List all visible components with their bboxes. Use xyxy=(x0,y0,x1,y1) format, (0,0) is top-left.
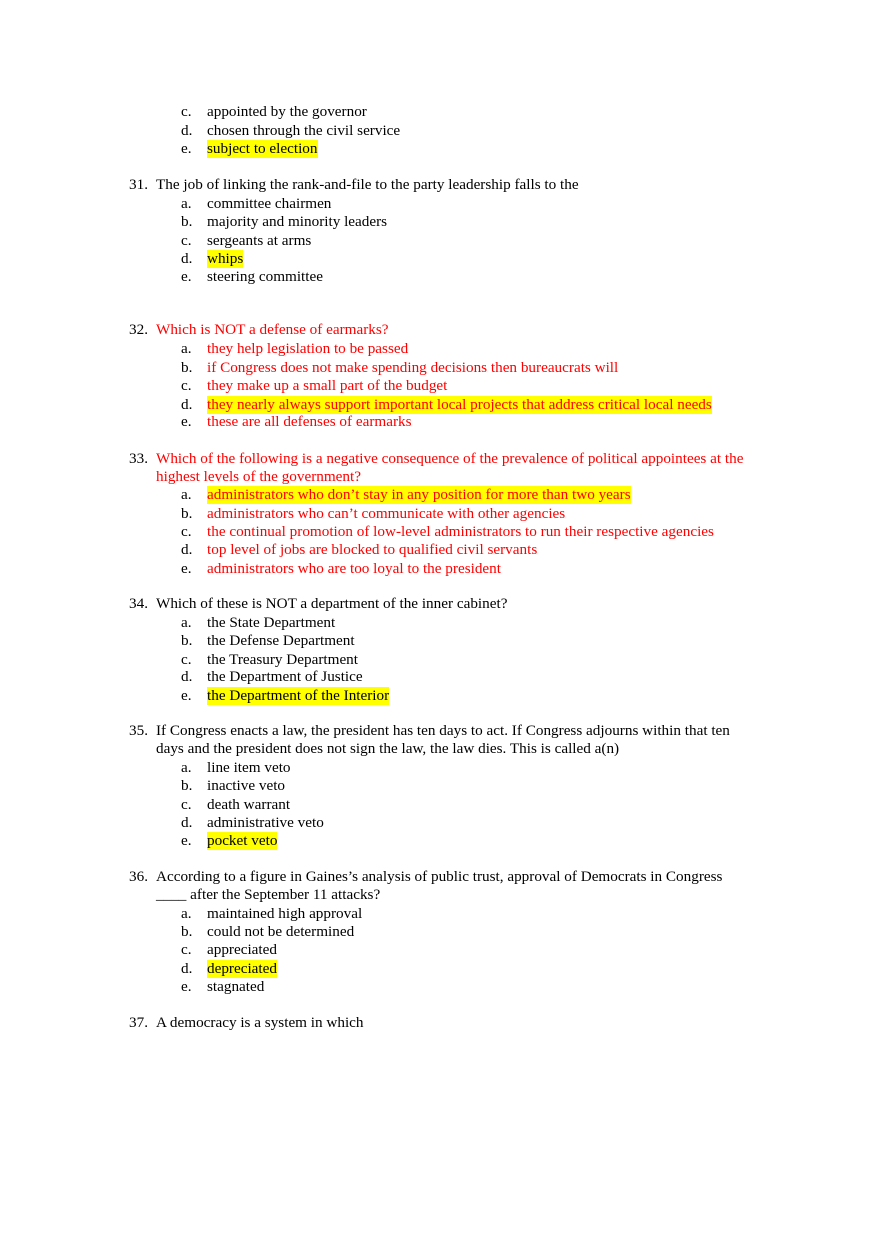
question-number: 36. xyxy=(129,868,148,885)
option-letter: c. xyxy=(181,231,192,249)
option-text: they make up a small part of the budget xyxy=(207,377,448,394)
option-text: administrative veto xyxy=(207,814,324,831)
question-text-continued: days and the president does not sign the law, the law dies. This is called a(n) xyxy=(156,740,620,757)
question-number: 35. xyxy=(129,722,148,739)
question-number: 34. xyxy=(129,595,148,612)
option-text: inactive veto xyxy=(207,777,286,794)
option-text: maintained high approval xyxy=(207,904,363,922)
option-letter: c. xyxy=(181,103,192,120)
option-text: the Treasury Department xyxy=(207,650,358,668)
option-text-answer: the Department of the Interior xyxy=(207,686,390,704)
option-letter: b. xyxy=(181,504,193,522)
question-text: Which of the following is a negative consequence of the prevalence of political appointees at the xyxy=(156,450,744,467)
option-letter: e. xyxy=(181,686,192,704)
option-text-answer: pocket veto xyxy=(207,832,278,849)
option-text: appreciated xyxy=(207,941,277,958)
option-letter: b. xyxy=(181,213,193,230)
option-text: stagnated xyxy=(207,978,265,995)
option-text-answer: depreciated xyxy=(207,959,277,977)
question-text-continued: ____ after the September 11 attacks? xyxy=(156,886,381,903)
option-text: top level of jobs are blocked to qualified civil servants xyxy=(207,541,538,558)
option-letter: d. xyxy=(181,395,193,413)
option-text: administrators who are too loyal to the president xyxy=(207,559,501,577)
option-text: appointed by the governor xyxy=(207,103,367,120)
option-letter: e. xyxy=(181,559,192,577)
option-text: could not be determined xyxy=(207,923,355,940)
option-letter: e. xyxy=(181,832,192,849)
option-letter: e. xyxy=(181,413,192,430)
option-letter: d. xyxy=(181,959,193,977)
option-letter: d. xyxy=(181,121,193,139)
option-letter: b. xyxy=(181,632,193,649)
option-letter: b. xyxy=(181,923,193,940)
option-text: if Congress does not make spending decisions then bureaucrats will xyxy=(207,358,619,376)
option-letter: c. xyxy=(181,523,192,540)
option-letter: c. xyxy=(181,941,192,958)
option-text-answer: administrators who don’t stay in any position for more than two years xyxy=(207,486,631,503)
option-letter: a. xyxy=(181,904,192,922)
option-text: line item veto xyxy=(207,759,291,776)
option-letter: e. xyxy=(181,140,192,157)
option-letter: e. xyxy=(181,978,192,995)
option-letter: d. xyxy=(181,541,193,558)
option-text: sergeants at arms xyxy=(207,231,312,249)
option-letter: d. xyxy=(181,250,193,267)
option-text: chosen through the civil service xyxy=(207,121,401,139)
option-letter: c. xyxy=(181,795,192,813)
option-text: death warrant xyxy=(207,795,291,813)
option-letter: d. xyxy=(181,668,193,685)
option-text-answer: they nearly always support important local projects that address critical local needs xyxy=(207,395,712,413)
question-text: According to a figure in Gaines’s analysis of public trust, approval of Democrats in Congress xyxy=(156,868,723,885)
option-text: the State Department xyxy=(207,614,336,631)
option-text: the continual promotion of low-level administrators to run their respective agencies xyxy=(207,523,714,540)
question-text-continued: highest levels of the government? xyxy=(156,468,361,485)
option-letter: b. xyxy=(181,777,193,794)
question-number: 31. xyxy=(129,176,148,193)
option-text: administrators who can’t communicate with other agencies xyxy=(207,504,566,522)
question-text: Which of these is NOT a department of the inner cabinet? xyxy=(156,595,508,612)
option-letter: e. xyxy=(181,268,192,285)
question-text: A democracy is a system in which xyxy=(156,1014,364,1031)
question-text: The job of linking the rank-and-file to the party leadership falls to the xyxy=(156,176,579,193)
option-letter: a. xyxy=(181,614,192,631)
option-text: the Defense Department xyxy=(207,632,355,649)
option-letter: b. xyxy=(181,358,193,376)
option-text: committee chairmen xyxy=(207,195,332,212)
option-letter: a. xyxy=(181,486,192,503)
question-number: 33. xyxy=(129,450,148,467)
option-letter: a. xyxy=(181,195,192,212)
question-number: 32. xyxy=(129,321,148,338)
option-text: these are all defenses of earmarks xyxy=(207,413,412,430)
option-letter: a. xyxy=(181,759,192,776)
option-text: steering committee xyxy=(207,268,323,285)
option-text: they help legislation to be passed xyxy=(207,340,409,357)
option-text-answer: subject to election xyxy=(207,140,318,157)
option-text: the Department of Justice xyxy=(207,668,363,685)
option-letter: c. xyxy=(181,650,192,668)
question-text: If Congress enacts a law, the president has ten days to act. If Congress adjourns within that ten xyxy=(156,722,730,739)
option-text-answer: whips xyxy=(207,250,244,267)
option-letter: d. xyxy=(181,814,193,831)
option-text: majority and minority leaders xyxy=(207,213,388,230)
option-letter: c. xyxy=(181,377,192,394)
option-letter: a. xyxy=(181,340,192,357)
question-text: Which is NOT a defense of earmarks? xyxy=(156,321,389,338)
question-number: 37. xyxy=(129,1014,148,1031)
